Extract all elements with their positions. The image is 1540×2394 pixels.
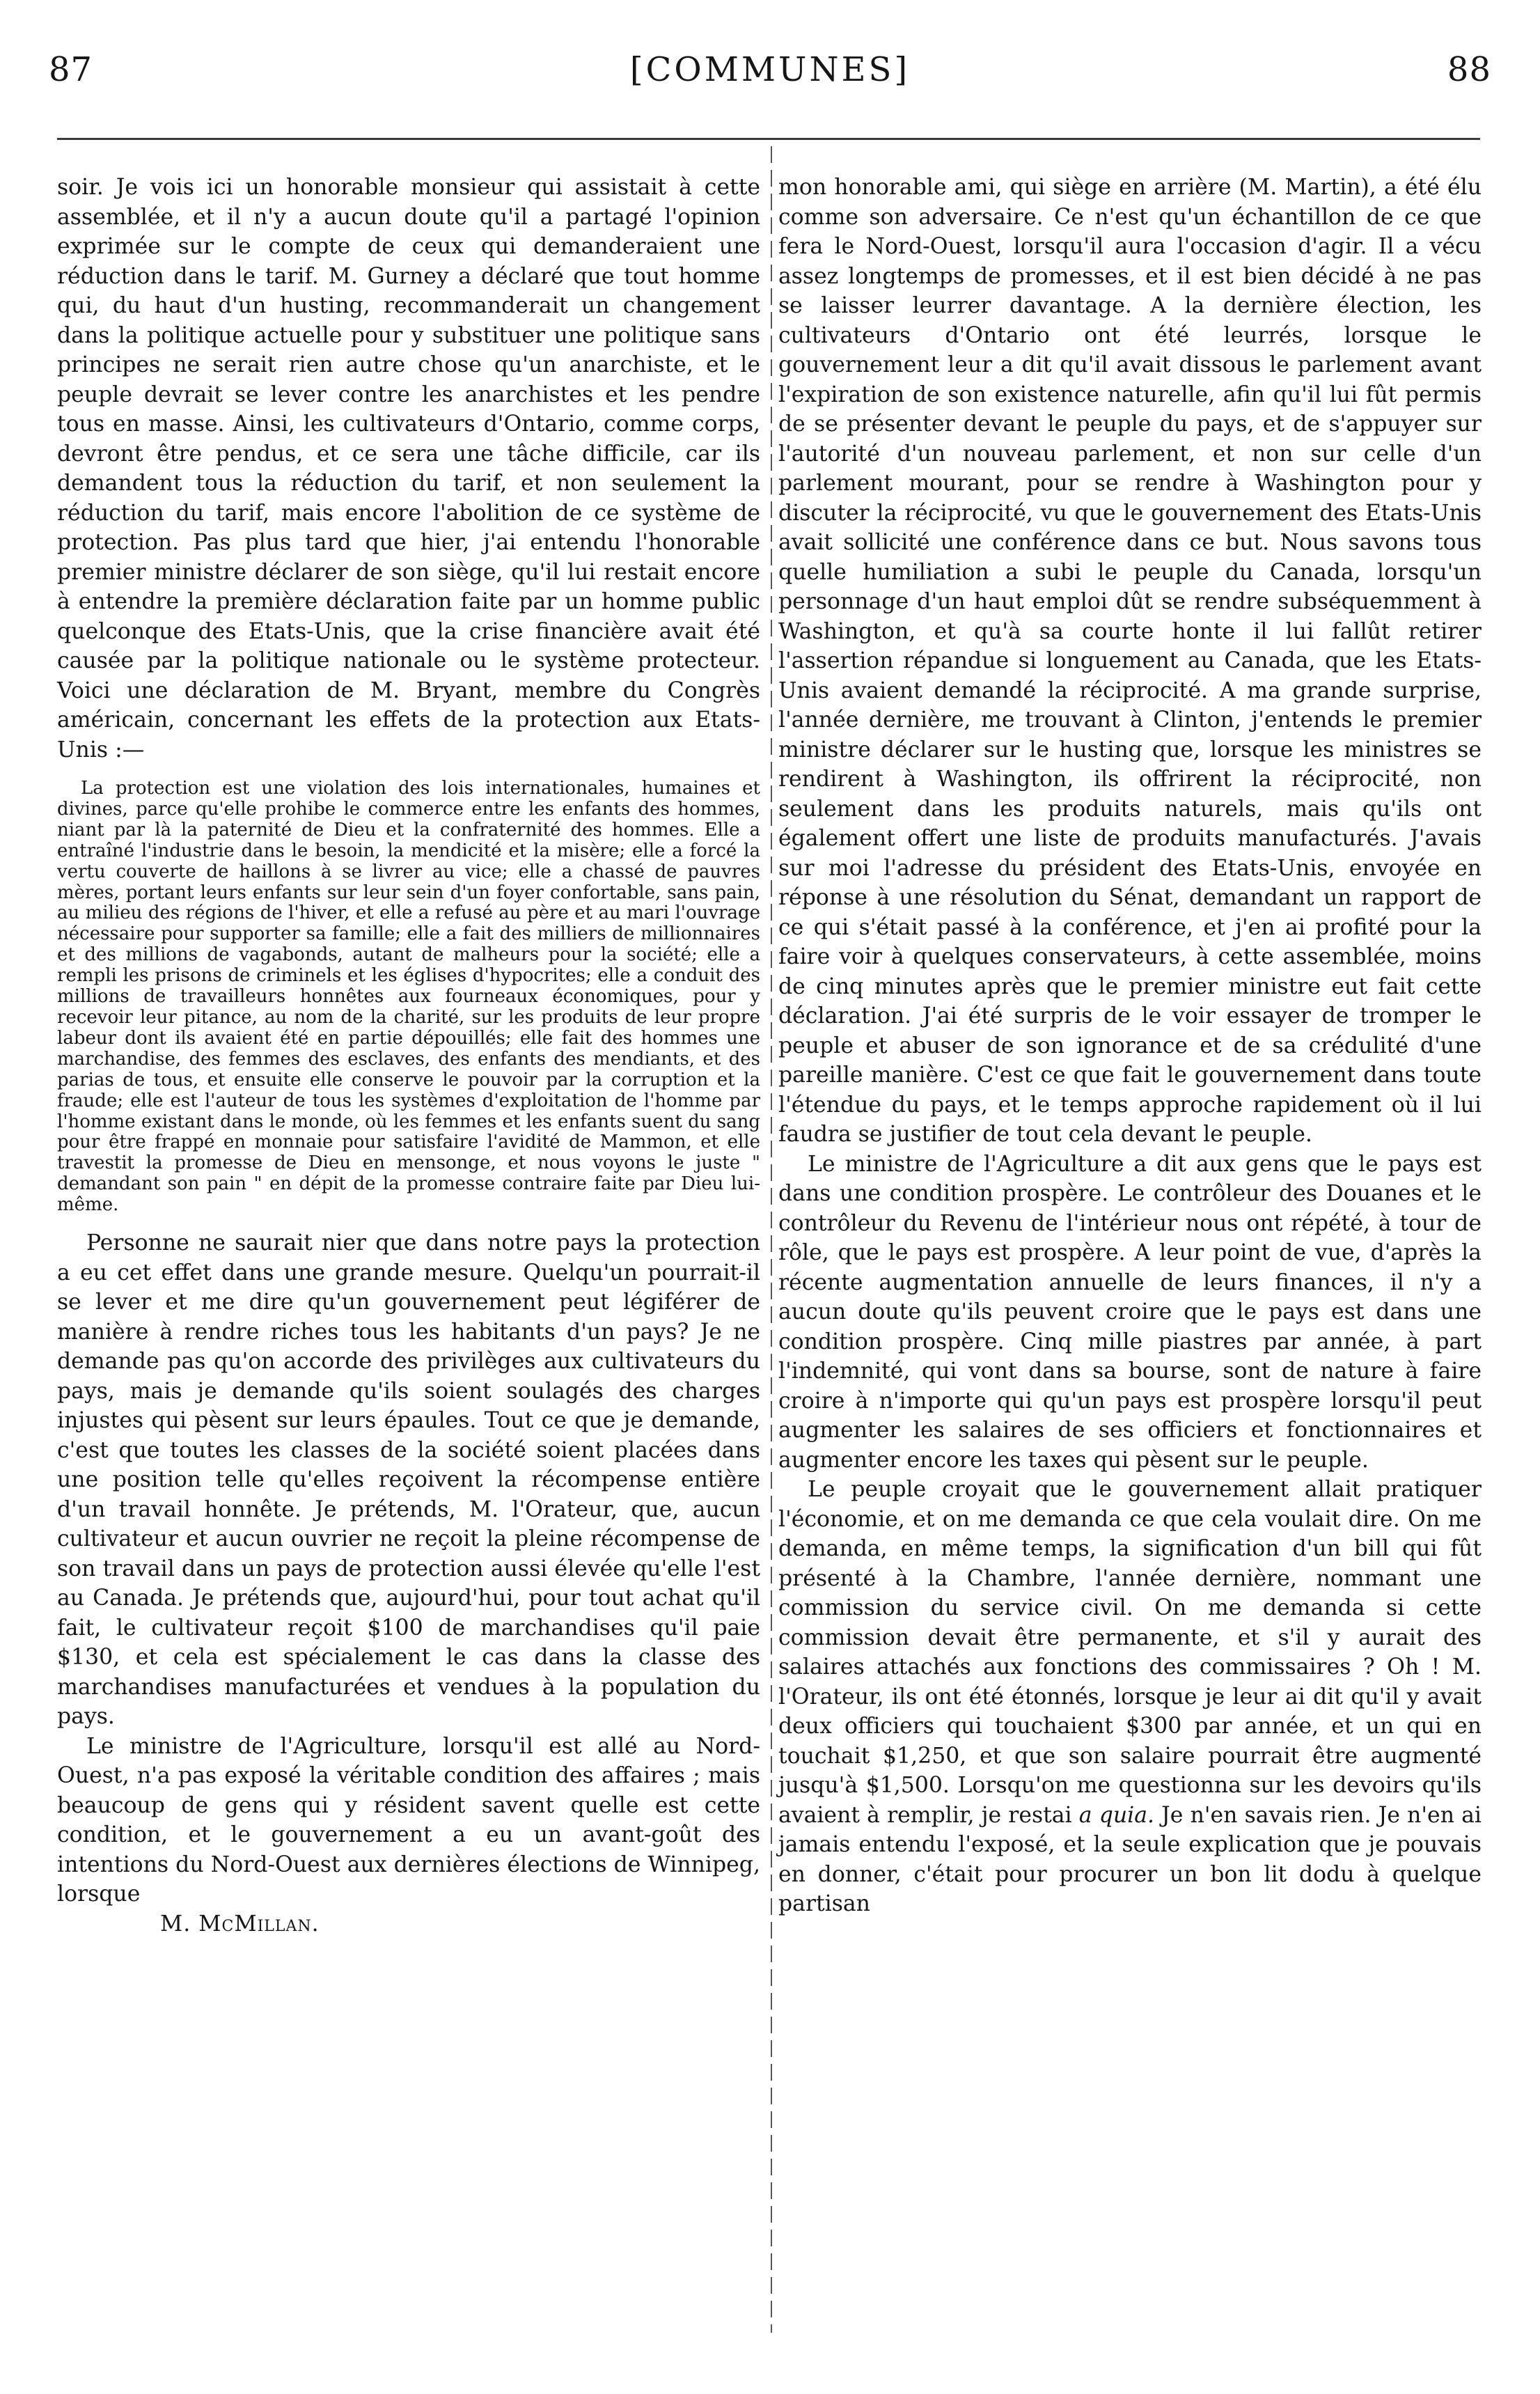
right-paragraph-3-end: Je n'en savais rien. Je n'en ai jamais entendu l'exposé, et la seule explication que je pouvais en donner, c'était pour procurer un bon lit dodu à quelque partisan: [778, 1802, 1482, 1916]
latin-phrase: a quia.: [1078, 1802, 1155, 1828]
quotation-block: La protection est une violation des lois internationales, humaines et divines, parce qu'elle prohibe le commerce entre les enfants des hommes, niant par là la paternité de Dieu et la confraternité des hommes. Elle a entraîné l'industrie dans le besoin, la mendicité et la misère; elle a forcé la vertu couverte de haillons à se livrer au vice; elle a chassé de pauvres mères, portant leurs enfants sur leur sein d'un foyer confortable, sans pain, au milieu des régions de l'hiver, et elle a refusé au père et au mari l'ouvrage nécessaire pour supporter sa famille; elle a fait des milliers de millionnaires et des millions de vagabonds, autant de malheurs pour la société; elle a rempli les prisons de criminels et les églises d'hypocrites; elle a conduit des millions de travailleurs honnêtes aux fourneaux économiques, pour y recevoir leur pitance, au nom de la charité, sur les produits de leur propre labeur dont ils avaient été en partie dépouillés; elle fait des hommes une marchandise, des femmes des esclaves, des enfants des mendiants, et des parias de tous, et ensuite elle conserve le pouvoir par la corruption et la fraude; elle est l'auteur de tous les systèmes d'exploitation de l'homme par l'homme existant dans le monde, où les femmes et les enfants suent du sang pour être frappé en monnaie pour satisfaire l'avidité de Mammon, et elle travestit la promesse de Dieu en mensonge, et nous voyons le juste " demandant son pain " en dépit de la promesse contraire faite par Dieu lui-même.: [57, 778, 760, 1216]
header-rule: [57, 138, 1480, 140]
page-number-left: 87: [49, 50, 93, 89]
right-column: [778, 173, 1482, 1919]
page-header: [0, 50, 1540, 99]
right-paragraph-3: [778, 1475, 1482, 1919]
column-divider: [771, 146, 772, 2333]
left-paragraph-3: Le ministre de l'Agriculture, lorsqu'il est allé au Nord-Ouest, n'a pas exposé la véritable condition des affaires ; mais beaucoup de gens qui y résident savent quelle est cette condition, et le gouvernement a eu un avant-goût des intentions du Nord-Ouest aux dernières élections de Winnipeg, lorsque: [57, 1733, 760, 1907]
right-paragraph-2: Le ministre de l'Agriculture a dit aux gens que le pays est dans une condition prospère. Le contrôleur des Douanes et le contrôleur du Revenu de l'intérieur nous ont répété, à tour de rôle, que le pays est prospère. A leur point de vue, d'après la récente augmentation annuelle de leurs finances, il n'y a aucun doute qu'ils peuvent croire que le pays est dans une condition prospère. Cinq mille piastres par année, à part l'indemnité, qui vont dans sa bourse, sont de nature à faire croire à n'importe qui qu'un pays est prospère lorsqu'il peut augmenter les salaires de ses officiers et fonctionnaires et augmenter encore les taxes qui pèsent sur le peuple.: [778, 1151, 1482, 1473]
running-title: [COMMUNES]: [629, 50, 911, 89]
right-paragraph-1: mon honorable ami, qui siège en arrière (M. Martin), a été élu comme son adversaire. Ce n'est qu'un échantillon de ce que fera le Nord-Ouest, lorsqu'il aura l'occasion d'agir. Il a vécu assez longtemps de promesses, et il est bien décidé à ne pas se laisser leurrer davantage. A la dernière élection, les cultivateurs d'Ontario ont été leurrés, lorsque le gouvernement leur a dit qu'il avait dissous le parlement avant l'expiration de son existence naturelle, afin qu'il lui fût permis de se présenter devant le peuple du pays, et de s'appuyer sur l'autorité d'un nouveau parlement, et non sur celle d'un parlement mourant, pour se rendre à Washington pour y discuter la réciprocité, vu que le gouvernement des Etats-Unis avait sollicité une conférence dans ce but. Nous savons tous quelle humiliation a subi le peuple du Canada, lorsqu'un personnage d'un haut emploi dût se rendre subséquemment à Washington, et qu'à sa courte honte il lui fallût retirer l'assertion répandue si longuement au Canada, que les Etats-Unis avaient demandé la réciprocité. A ma grande surprise, l'année dernière, me trouvant à Clinton, j'entends le premier ministre déclarer sur le husting que, lorsque les ministres se rendirent à Washington, ils offrirent la réciprocité, non seulement dans les produits naturels, mais qu'ils ont également offert une liste de produits manufacturés. J'avais sur moi l'adresse du président des Etats-Unis, envoyée en réponse à une résolution du Sénat, demandant un rapport de ce qui s'était passé à la conférence, et j'en ai profité pour la faire voir à quelques conservateurs, à cette assemblée, moins de cinq minutes après que le premier ministre eut fait cette déclaration. J'ai été surpris de le voir essayer de tromper le peuple et abuser de son ignorance et de sa crédulité d'une pareille manière. C'est ce que fait le gouvernement dans toute l'étendue du pays, et le temps approche rapidement où il lui faudra se justifier de tout cela devant le peuple.: [778, 175, 1482, 1147]
left-column: [57, 173, 760, 1939]
left-paragraph-2: Personne ne saurait nier que dans notre pays la protection a eu cet effet dans une grande mesure. Quelqu'un pourrait-il se lever et me dire qu'un gouvernement peut légiférer de manière à rendre riches tous les habitants d'un pays? Je ne demande pas qu'on accorde des privilèges aux cultivateurs du pays, mais je demande qu'ils soient soulagés des charges injustes qui pèsent sur leurs épaules. Tout ce que je demande, c'est que toutes les classes de la société soient placées dans une position telle qu'elles reçoivent la récompense entière d'un travail honnête. Je prétends, M. l'Orateur, que, aucun cultivateur et aucun ouvrier ne reçoit la pleine récompense de son travail dans un pays de protection aussi élevée qu'elle l'est au Canada. Je prétends que, aujourd'hui, pour tout achat qu'il fait, le cultivateur reçoit $100 de marchandises qu'il paie $130, et cela est spécialement le cas dans la classe des marchandises manufacturées et vendues à la population du pays.: [57, 1230, 760, 1730]
left-paragraph-1: soir. Je vois ici un honorable monsieur qui assistait à cette assemblée, et il n'y a aucun doute qu'il a partagé l'opinion exprimée sur le compte de ceux qui demanderaient une réduction dans le tarif. M. Gurney a déclaré que tout homme qui, du haut d'un husting, recommanderait un changement dans la politique actuelle pour y substituer une politique sans principes ne serait rien autre chose qu'un anarchiste, et le peuple devrait se lever contre les anarchistes et les pendre tous en masse. Ainsi, les cultivateurs d'Ontario, comme corps, devront être pendus, et ce sera une tâche difficile, car ils demandent tous la réduction du tarif, et non seulement la réduction du tarif, mais encore l'abolition de ce système de protection. Pas plus tard que hier, j'ai entendu l'honorable premier ministre déclarer de son siège, qu'il lui restait encore à entendre la première déclaration faite par un homme public quelconque des Etats-Unis, que la crise financière avait été causée par la politique nationale ou le système protecteur. Voici une déclaration de M. Bryant, membre du Congrès américain, concernant les effets de la protection aux Etats-Unis :—: [57, 175, 760, 762]
page-number-right: 88: [1447, 50, 1491, 89]
speaker-signature: M. McMillan.: [160, 1911, 320, 1937]
right-paragraph-3-start: Le peuple croyait que le gouvernement allait pratiquer l'économie, et on me demanda ce que cela voulait dire. On me demanda, en même temps, la signification d'un bill qui fût présenté à la Chambre, l'année dernière, nommant une commission du service civil. On me demanda si cette commission devait être permanente, et s'il y aurait des salaires attachés aux fonctions des commissaires ? Oh ! M. l'Orateur, ils ont été étonnés, lorsque je leur ai dit qu'il y avait deux officiers qui touchaient $300 par année, et un qui en touchait $1,250, et que son salaire pourrait être augmenté jusqu'à $1,500. Lorsqu'on me questionna sur les devoirs qu'ils avaient à remplir, je restai: [778, 1477, 1482, 1828]
